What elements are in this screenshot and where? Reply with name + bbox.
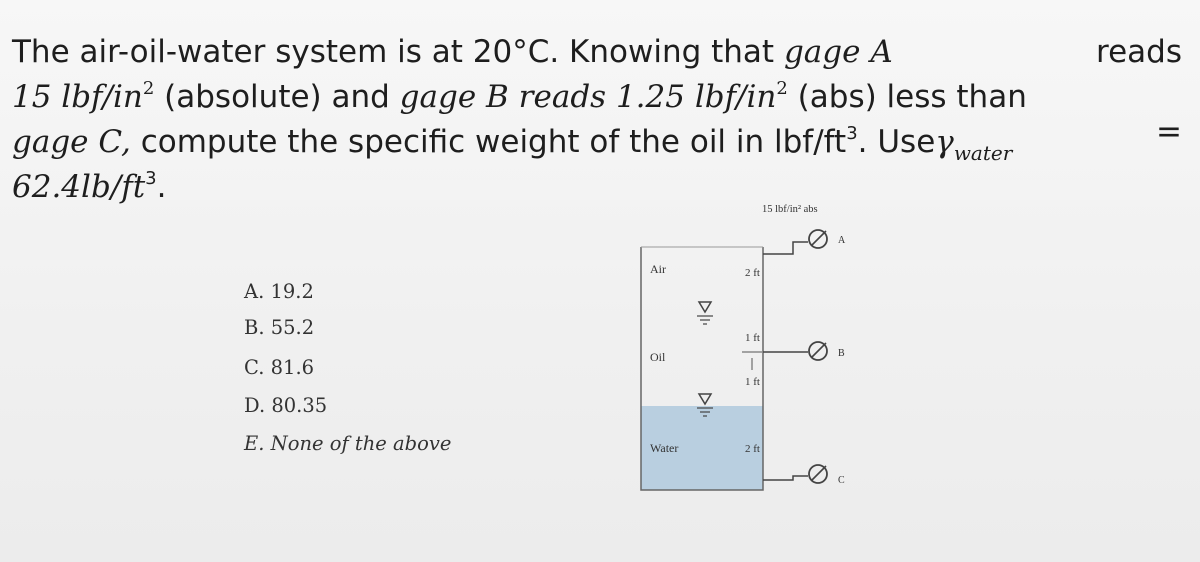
q3-gamma: γ bbox=[935, 124, 954, 160]
q2-gage-b: gage B reads bbox=[399, 79, 616, 115]
dim-2ft-bottom: 2 ft bbox=[745, 443, 760, 455]
q3-exp: 3 bbox=[846, 123, 858, 144]
q2-text1: (absolute) and bbox=[154, 79, 400, 115]
gage-b-icon bbox=[763, 342, 827, 360]
layer-water-label: Water bbox=[650, 441, 679, 455]
gage-a-pressure-label: 15 lbf/in² abs bbox=[762, 204, 818, 215]
q3-sub: water bbox=[953, 141, 1013, 165]
gage-c-label: C bbox=[838, 475, 845, 486]
q1-gage-a: gage A bbox=[783, 34, 893, 70]
gage-b-label: B bbox=[838, 348, 845, 359]
q2-exp: 2 bbox=[142, 78, 155, 99]
layer-air-label: Air bbox=[650, 262, 666, 276]
q2-value2: 1.25 lbf/in bbox=[615, 79, 777, 115]
q4-end: . bbox=[156, 169, 167, 205]
q1-reads: reads bbox=[1096, 34, 1182, 70]
gage-a-icon bbox=[763, 230, 827, 254]
q2-exp2: 2 bbox=[776, 78, 788, 99]
option-c[interactable]: C. 81.6 bbox=[244, 356, 315, 379]
q3-text2: . Use bbox=[857, 124, 936, 160]
dim-2ft-top: 2 ft bbox=[745, 267, 760, 279]
q3-text: compute the specific weight of the oil in lbf/ft bbox=[130, 124, 847, 160]
option-d[interactable]: D. 80.35 bbox=[244, 394, 328, 417]
option-b[interactable]: B. 55.2 bbox=[244, 316, 315, 339]
option-a[interactable]: A. 19.2 bbox=[244, 280, 314, 303]
q2-text2: (abs) less than bbox=[787, 79, 1027, 115]
q2-value: 15 lbf/in bbox=[12, 79, 143, 115]
q3-gage-c: gage C, bbox=[12, 124, 131, 160]
option-e[interactable]: E. None of the above bbox=[244, 432, 452, 455]
gage-c-icon bbox=[763, 465, 827, 483]
q4-exp: 3 bbox=[145, 168, 157, 189]
gage-a-label: A bbox=[838, 235, 846, 246]
dim-1ft-upper: 1 ft bbox=[745, 332, 760, 344]
q3-equals: = bbox=[1156, 114, 1182, 150]
air-oil-interface-icon bbox=[697, 302, 713, 324]
dim-1ft-lower: 1 ft bbox=[745, 376, 760, 388]
q1-text: The air-oil-water system is at 20°C. Knowing that bbox=[12, 34, 775, 70]
q4-value: 62.4lb/ft bbox=[12, 169, 146, 205]
layer-oil-label: Oil bbox=[650, 350, 666, 364]
